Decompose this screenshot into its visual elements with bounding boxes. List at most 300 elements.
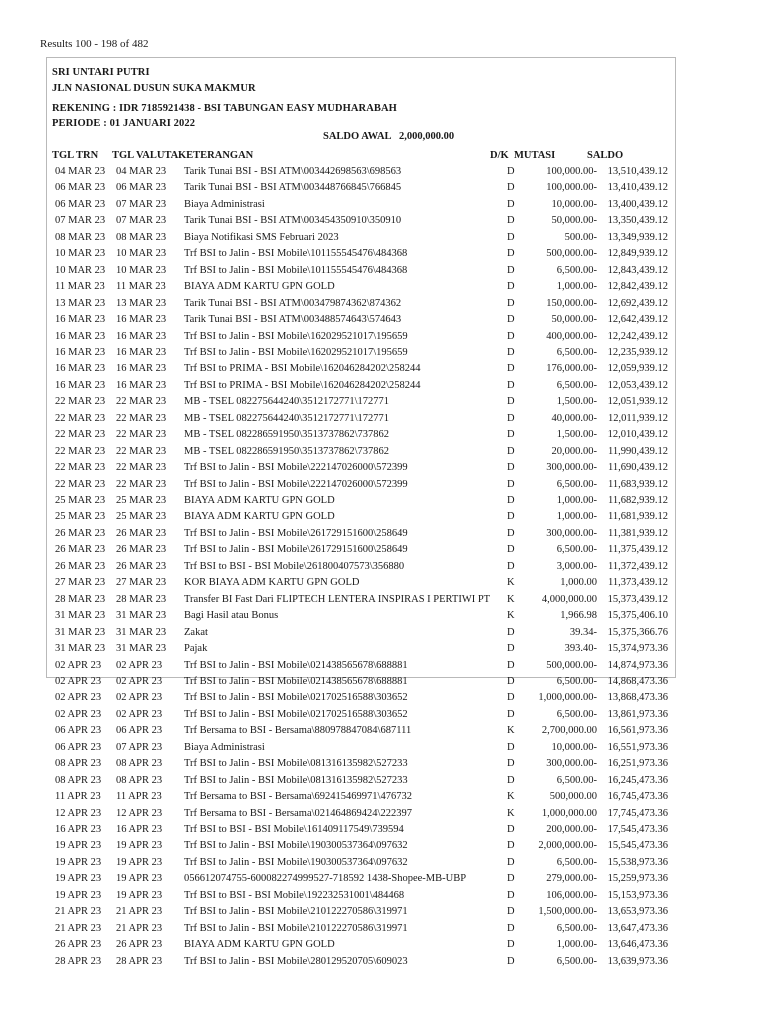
dk-cell: K (507, 577, 515, 589)
account-number: REKENING : IDR 7185921438 - BSI TABUNGAN EASY MUDHARABAH (52, 103, 397, 114)
keterangan-cell: Pajak (184, 643, 208, 655)
tgl-trn-cell: 08 APR 23 (55, 758, 102, 770)
mutasi-cell: 20,000.00- (551, 445, 597, 457)
dk-cell: D (507, 741, 515, 753)
tgl-trn-cell: 31 MAR 23 (55, 610, 106, 622)
table-row (0, 347, 768, 364)
tgl-valuta-cell: 16 MAR 23 (116, 330, 167, 342)
tgl-valuta-cell: 27 MAR 23 (116, 577, 167, 589)
tgl-trn-cell: 06 MAR 23 (55, 198, 106, 210)
table-row (0, 692, 768, 709)
tgl-valuta-cell: 19 APR 23 (116, 889, 163, 901)
mutasi-cell: 6,500.00- (556, 922, 597, 934)
results-count: Results 100 - 198 of 482 (40, 38, 149, 50)
mutasi-cell: 1,500.00- (556, 396, 597, 408)
dk-cell: D (507, 906, 515, 918)
saldo-cell: 12,051,939.12 (607, 396, 668, 408)
tgl-trn-cell: 19 APR 23 (55, 840, 102, 852)
tgl-trn-cell: 19 APR 23 (55, 873, 102, 885)
saldo-cell: 11,372,439.12 (608, 560, 668, 572)
tgl-trn-cell: 22 MAR 23 (55, 478, 106, 490)
tgl-valuta-cell: 08 APR 23 (116, 774, 163, 786)
tgl-trn-cell: 16 APR 23 (55, 824, 102, 835)
table-row (0, 660, 768, 677)
dk-cell: D (507, 495, 515, 506)
tgl-trn-cell: 26 MAR 23 (55, 544, 106, 556)
dk-cell: D (507, 889, 515, 901)
dk-cell: D (507, 824, 515, 835)
table-row (0, 265, 768, 282)
tgl-valuta-cell: 08 APR 23 (116, 758, 163, 770)
table-row (0, 528, 768, 545)
tgl-trn-cell: 26 MAR 23 (55, 527, 106, 539)
dk-cell: D (507, 379, 515, 391)
saldo-cell: 12,010,439.12 (607, 429, 668, 441)
dk-cell: D (507, 330, 515, 342)
dk-cell: D (507, 198, 515, 210)
dk-cell: D (507, 511, 515, 523)
mutasi-cell: 2,000,000.00- (538, 840, 597, 852)
mutasi-cell: 3,000.00- (556, 560, 597, 572)
keterangan-cell: Tarik Tunai BSI - BSI ATM\003442698563\698563 (184, 166, 402, 177)
mutasi-cell: 1,000,000.00 (541, 807, 597, 819)
mutasi-cell: 300,000.00- (546, 758, 597, 770)
dk-cell: D (507, 314, 515, 326)
saldo-cell: 11,682,939.12 (608, 495, 668, 506)
keterangan-cell: Trf BSI to Jalin - BSI Mobile\021438565678\688881 (184, 675, 408, 687)
saldo-cell: 11,990,439.12 (608, 445, 668, 457)
keterangan-cell: Trf BSI to PRIMA - BSI Mobile\162046284202\258244 (184, 363, 421, 375)
tgl-valuta-cell: 31 MAR 23 (116, 626, 167, 638)
tgl-valuta-cell: 02 APR 23 (116, 692, 163, 704)
keterangan-cell: Trf Bersama to BSI - Bersama\021464869424\222397 (184, 807, 412, 819)
mutasi-cell: 6,500.00- (556, 675, 597, 687)
keterangan-cell: Trf BSI to Jalin - BSI Mobile\081316135982\527233 (184, 758, 408, 770)
keterangan-cell: Trf BSI to Jalin - BSI Mobile\162029521017\195659 (184, 346, 408, 358)
saldo-cell: 13,868,473.36 (607, 692, 668, 704)
table-row (0, 182, 768, 199)
mutasi-cell: 6,500.00- (556, 856, 597, 868)
keterangan-cell: Trf BSI to Jalin - BSI Mobile\190300537364\097632 (184, 840, 408, 852)
col-saldo: SALDO (587, 150, 624, 161)
table-row (0, 495, 768, 512)
dk-cell: D (507, 708, 515, 720)
mutasi-cell: 1,000.00- (556, 511, 597, 523)
keterangan-cell: BIAYA ADM KARTU GPN GOLD (184, 281, 335, 293)
keterangan-cell: MB - TSEL 082286591950\3513737862\737862 (184, 445, 390, 457)
dk-cell: D (507, 544, 515, 556)
tgl-valuta-cell: 19 APR 23 (116, 873, 163, 885)
saldo-cell: 15,545,473.36 (607, 840, 668, 852)
mutasi-cell: 6,500.00- (556, 544, 597, 556)
tgl-valuta-cell: 22 MAR 23 (116, 412, 167, 424)
opening-balance-value: 2,000,000.00 (399, 131, 455, 142)
mutasi-cell: 1,000.00- (556, 495, 597, 506)
keterangan-cell: Biaya Administrasi (184, 741, 265, 753)
mutasi-cell: 200,000.00- (546, 824, 597, 835)
table-row (0, 956, 768, 973)
mutasi-cell: 500,000.00 (549, 791, 597, 803)
keterangan-cell: Trf Bersama to BSI - Bersama\692415469971\476732 (184, 791, 412, 803)
table-row (0, 577, 768, 594)
mutasi-cell: 39.34- (569, 626, 597, 638)
saldo-cell: 16,561,973.36 (607, 725, 668, 737)
tgl-trn-cell: 02 APR 23 (55, 675, 102, 687)
tgl-trn-cell: 28 APR 23 (55, 955, 102, 967)
tgl-trn-cell: 13 MAR 23 (55, 297, 106, 309)
table-row (0, 462, 768, 479)
table-row (0, 232, 768, 249)
table-row (0, 627, 768, 644)
table-row (0, 281, 768, 298)
table-row (0, 840, 768, 857)
table-row (0, 775, 768, 792)
tgl-valuta-cell: 28 APR 23 (116, 955, 163, 967)
opening-balance-label: SALDO AWAL (323, 131, 392, 142)
tgl-valuta-cell: 16 MAR 23 (116, 379, 167, 391)
tgl-trn-cell: 02 APR 23 (55, 708, 102, 720)
tgl-valuta-cell: 10 MAR 23 (116, 248, 167, 260)
mutasi-cell: 500.00- (564, 231, 597, 243)
saldo-cell: 11,681,939.12 (608, 511, 668, 523)
keterangan-cell: Trf BSI to Jalin - BSI Mobile\222147026000\572399 (184, 478, 408, 490)
tgl-trn-cell: 06 MAR 23 (55, 182, 106, 194)
saldo-cell: 16,251,973.36 (607, 758, 668, 770)
col-dk: D/K (490, 150, 509, 161)
saldo-cell: 15,375,406.10 (607, 610, 668, 622)
mutasi-cell: 10,000.00- (551, 198, 597, 210)
tgl-trn-cell: 22 MAR 23 (55, 445, 106, 457)
dk-cell: D (507, 560, 515, 572)
dk-cell: D (507, 527, 515, 539)
keterangan-cell: Trf BSI to Jalin - BSI Mobile\222147026000\572399 (184, 462, 408, 474)
table-row (0, 676, 768, 693)
keterangan-cell: Trf BSI to Jalin - BSI Mobile\021438565678\688881 (184, 659, 408, 671)
dk-cell: D (507, 462, 515, 474)
tgl-valuta-cell: 02 APR 23 (116, 659, 163, 671)
mutasi-cell: 100,000.00- (546, 166, 597, 177)
tgl-trn-cell: 27 MAR 23 (55, 577, 106, 589)
table-row (0, 824, 768, 841)
mutasi-cell: 6,500.00- (556, 346, 597, 358)
saldo-cell: 16,245,473.36 (607, 774, 668, 786)
table-row (0, 758, 768, 775)
tgl-trn-cell: 22 MAR 23 (55, 429, 106, 441)
tgl-trn-cell: 04 MAR 23 (55, 166, 106, 177)
tgl-valuta-cell: 07 APR 23 (116, 741, 163, 753)
tgl-trn-cell: 26 MAR 23 (55, 560, 106, 572)
saldo-cell: 12,011,939.12 (608, 412, 668, 424)
mutasi-cell: 106,000.00- (546, 889, 597, 901)
col-keterangan: KETERANGAN (178, 150, 254, 161)
tgl-trn-cell: 16 MAR 23 (55, 346, 106, 358)
tgl-trn-cell: 11 APR 23 (55, 791, 101, 803)
saldo-cell: 13,653,973.36 (607, 906, 668, 918)
tgl-trn-cell: 28 MAR 23 (55, 593, 106, 605)
mutasi-cell: 176,000.00- (546, 363, 597, 375)
saldo-cell: 12,842,439.12 (607, 281, 668, 293)
mutasi-cell: 4,000,000.00 (541, 593, 597, 605)
table-row (0, 594, 768, 611)
dk-cell: D (507, 396, 515, 408)
saldo-cell: 13,639,973.36 (607, 955, 668, 967)
mutasi-cell: 6,500.00- (556, 264, 597, 276)
tgl-valuta-cell: 04 MAR 23 (116, 166, 167, 177)
mutasi-cell: 1,000.00- (556, 281, 597, 293)
table-row (0, 298, 768, 315)
dk-cell: K (507, 610, 515, 622)
dk-cell: D (507, 692, 515, 704)
keterangan-cell: Trf BSI to Jalin - BSI Mobile\210122270586\319971 (184, 922, 408, 934)
table-row (0, 166, 768, 183)
table-row (0, 314, 768, 331)
mutasi-cell: 400,000.00- (546, 330, 597, 342)
tgl-valuta-cell: 16 MAR 23 (116, 363, 167, 375)
dk-cell: D (507, 231, 515, 243)
table-row (0, 808, 768, 825)
tgl-valuta-cell: 19 APR 23 (116, 840, 163, 852)
keterangan-cell: Tarik Tunai BSI - BSI ATM\003454350910\350910 (184, 215, 402, 227)
tgl-trn-cell: 06 APR 23 (55, 741, 102, 753)
table-row (0, 610, 768, 627)
saldo-cell: 17,745,473.36 (607, 807, 668, 819)
mutasi-cell: 1,966.98 (560, 610, 597, 622)
table-row (0, 890, 768, 907)
tgl-trn-cell: 31 MAR 23 (55, 626, 106, 638)
tgl-valuta-cell: 19 APR 23 (116, 856, 163, 868)
saldo-cell: 12,642,439.12 (607, 314, 668, 326)
table-row (0, 363, 768, 380)
saldo-cell: 16,551,973.36 (607, 741, 668, 753)
keterangan-cell: Trf Bersama to BSI - Bersama\880978847084\687111 (184, 725, 412, 737)
mutasi-cell: 279,000.00- (546, 873, 597, 885)
tgl-valuta-cell: 12 APR 23 (116, 807, 163, 819)
saldo-cell: 11,373,439.12 (608, 577, 668, 589)
account-holder-address: JLN NASIONAL DUSUN SUKA MAKMUR (52, 83, 256, 94)
mutasi-cell: 50,000.00- (551, 215, 597, 227)
saldo-cell: 12,059,939.12 (607, 363, 668, 375)
tgl-valuta-cell: 26 MAR 23 (116, 527, 167, 539)
saldo-cell: 12,242,439.12 (607, 330, 668, 342)
dk-cell: D (507, 955, 515, 967)
tgl-trn-cell: 02 APR 23 (55, 692, 102, 704)
dk-cell: K (507, 807, 515, 819)
saldo-cell: 15,374,973.36 (607, 643, 668, 655)
saldo-cell: 12,053,439.12 (607, 379, 668, 391)
dk-cell: D (507, 840, 515, 852)
tgl-valuta-cell: 22 MAR 23 (116, 429, 167, 441)
mutasi-cell: 500,000.00- (546, 659, 597, 671)
tgl-valuta-cell: 11 MAR 23 (116, 281, 166, 293)
keterangan-cell: BIAYA ADM KARTU GPN GOLD (184, 511, 335, 523)
tgl-valuta-cell: 22 MAR 23 (116, 396, 167, 408)
saldo-cell: 13,410,439.12 (607, 182, 668, 194)
keterangan-cell: BIAYA ADM KARTU GPN GOLD (184, 495, 335, 506)
keterangan-cell: Trf BSI to Jalin - BSI Mobile\081316135982\527233 (184, 774, 408, 786)
tgl-trn-cell: 16 MAR 23 (55, 363, 106, 375)
tgl-trn-cell: 25 MAR 23 (55, 495, 106, 506)
keterangan-cell: Tarik Tunai BSI - BSI ATM\003479874362\874362 (184, 297, 402, 309)
table-row (0, 413, 768, 430)
tgl-trn-cell: 19 APR 23 (55, 889, 102, 901)
table-row (0, 561, 768, 578)
mutasi-cell: 50,000.00- (551, 314, 597, 326)
keterangan-cell: Zakat (184, 626, 208, 638)
col-tgl-trn: TGL TRN (52, 150, 99, 161)
table-row (0, 199, 768, 216)
tgl-trn-cell: 10 MAR 23 (55, 264, 106, 276)
tgl-valuta-cell: 07 MAR 23 (116, 198, 167, 210)
keterangan-cell: Transfer BI Fast Dari FLIPTECH LENTERA INSPIRAS I PERTIWI PT (184, 593, 491, 605)
table-row (0, 380, 768, 397)
saldo-cell: 16,745,473.36 (607, 791, 668, 803)
table-row (0, 742, 768, 759)
dk-cell: D (507, 297, 515, 309)
keterangan-cell: Biaya Administrasi (184, 198, 265, 210)
keterangan-cell: Trf BSI to Jalin - BSI Mobile\210122270586\319971 (184, 906, 408, 918)
saldo-cell: 13,400,439.12 (607, 198, 668, 210)
table-row (0, 923, 768, 940)
keterangan-cell: Trf BSI to Jalin - BSI Mobile\101155545476\484368 (184, 264, 408, 276)
mutasi-cell: 6,500.00- (556, 955, 597, 967)
tgl-trn-cell: 16 MAR 23 (55, 314, 106, 326)
keterangan-cell: Trf BSI to PRIMA - BSI Mobile\162046284202\258244 (184, 379, 421, 391)
tgl-valuta-cell: 25 MAR 23 (116, 495, 167, 506)
saldo-cell: 15,375,366.76 (607, 626, 668, 638)
keterangan-cell: Trf BSI to BSI - BSI Mobile\261800407573\356880 (184, 560, 405, 572)
tgl-trn-cell: 12 APR 23 (55, 807, 102, 819)
keterangan-cell: 056612074755-600082274999527-718592 1438-Shopee-MB-UBP (184, 873, 467, 885)
tgl-trn-cell: 02 APR 23 (55, 659, 102, 671)
keterangan-cell: Trf BSI to Jalin - BSI Mobile\021702516588\303652 (184, 708, 408, 720)
tgl-trn-cell: 22 MAR 23 (55, 462, 106, 474)
tgl-valuta-cell: 08 MAR 23 (116, 231, 167, 243)
tgl-valuta-cell: 26 MAR 23 (116, 560, 167, 572)
mutasi-cell: 6,500.00- (556, 708, 597, 720)
dk-cell: D (507, 166, 515, 177)
dk-cell: D (507, 429, 515, 441)
tgl-valuta-cell: 22 MAR 23 (116, 462, 167, 474)
dk-cell: D (507, 774, 515, 786)
saldo-cell: 11,381,939.12 (608, 527, 668, 539)
saldo-cell: 14,868,473.36 (607, 675, 668, 687)
col-tgl-valuta: TGL VALUTA (112, 150, 179, 161)
saldo-cell: 13,646,473.36 (607, 939, 668, 951)
dk-cell: K (507, 725, 515, 737)
tgl-valuta-cell: 16 MAR 23 (116, 314, 167, 326)
dk-cell: D (507, 281, 515, 293)
tgl-valuta-cell: 26 MAR 23 (116, 544, 167, 556)
keterangan-cell: Trf BSI to Jalin - BSI Mobile\190300537364\097632 (184, 856, 408, 868)
keterangan-cell: Trf BSI to Jalin - BSI Mobile\261729151600\258649 (184, 544, 408, 556)
tgl-trn-cell: 31 MAR 23 (55, 643, 106, 655)
keterangan-cell: Trf BSI to Jalin - BSI Mobile\280129520705\609023 (184, 955, 408, 967)
tgl-trn-cell: 19 APR 23 (55, 856, 102, 868)
table-row (0, 857, 768, 874)
keterangan-cell: MB - TSEL 082275644240\3512172771\172771 (184, 396, 390, 408)
dk-cell: D (507, 215, 515, 227)
dk-cell: D (507, 248, 515, 260)
keterangan-cell: Biaya Notifikasi SMS Februari 2023 (184, 231, 339, 243)
dk-cell: D (507, 758, 515, 770)
tgl-trn-cell: 07 MAR 23 (55, 215, 106, 227)
tgl-valuta-cell: 07 MAR 23 (116, 215, 167, 227)
saldo-cell: 11,690,439.12 (608, 462, 668, 474)
table-row (0, 215, 768, 232)
mutasi-cell: 1,500,000.00- (538, 906, 597, 918)
dk-cell: D (507, 675, 515, 687)
mutasi-cell: 6,500.00- (556, 478, 597, 490)
tgl-trn-cell: 06 APR 23 (55, 725, 102, 737)
tgl-trn-cell: 26 APR 23 (55, 939, 102, 951)
table-row (0, 709, 768, 726)
statement-period: PERIODE : 01 JANUARI 2022 (52, 118, 196, 129)
table-row (0, 396, 768, 413)
keterangan-cell: Trf BSI to Jalin - BSI Mobile\021702516588\303652 (184, 692, 408, 704)
mutasi-cell: 300,000.00- (546, 462, 597, 474)
table-row (0, 643, 768, 660)
keterangan-cell: Trf BSI to Jalin - BSI Mobile\261729151600\258649 (184, 527, 408, 539)
mutasi-cell: 6,500.00- (556, 774, 597, 786)
tgl-valuta-cell: 11 APR 23 (116, 791, 162, 803)
saldo-cell: 15,259,973.36 (607, 873, 668, 885)
table-row (0, 446, 768, 463)
dk-cell: D (507, 626, 515, 638)
tgl-valuta-cell: 25 MAR 23 (116, 511, 167, 523)
mutasi-cell: 1,000,000.00- (538, 692, 597, 704)
tgl-valuta-cell: 10 MAR 23 (116, 264, 167, 276)
saldo-cell: 13,510,439.12 (607, 166, 668, 177)
table-row (0, 511, 768, 528)
table-row (0, 725, 768, 742)
tgl-valuta-cell: 02 APR 23 (116, 708, 163, 720)
mutasi-cell: 500,000.00- (546, 248, 597, 260)
table-row (0, 873, 768, 890)
mutasi-cell: 300,000.00- (546, 527, 597, 539)
tgl-trn-cell: 16 MAR 23 (55, 379, 106, 391)
keterangan-cell: Trf BSI to Jalin - BSI Mobile\101155545476\484368 (184, 248, 408, 260)
mutasi-cell: 6,500.00- (556, 379, 597, 391)
tgl-trn-cell: 10 MAR 23 (55, 248, 106, 260)
table-row (0, 429, 768, 446)
saldo-cell: 15,153,973.36 (607, 889, 668, 901)
tgl-trn-cell: 11 MAR 23 (55, 281, 105, 293)
mutasi-cell: 150,000.00- (546, 297, 597, 309)
tgl-valuta-cell: 06 MAR 23 (116, 182, 167, 194)
table-row (0, 544, 768, 561)
dk-cell: K (507, 593, 515, 605)
saldo-cell: 15,373,439.12 (607, 593, 668, 605)
tgl-valuta-cell: 22 MAR 23 (116, 445, 167, 457)
col-mutasi: MUTASI (514, 150, 556, 161)
mutasi-cell: 10,000.00- (551, 741, 597, 753)
dk-cell: D (507, 182, 515, 194)
keterangan-cell: Bagi Hasil atau Bonus (184, 610, 279, 622)
tgl-valuta-cell: 28 MAR 23 (116, 593, 167, 605)
dk-cell: D (507, 412, 515, 424)
dk-cell: D (507, 856, 515, 868)
saldo-cell: 12,235,939.12 (607, 346, 668, 358)
keterangan-cell: Trf BSI to BSI - BSI Mobile\192232531001\484468 (184, 889, 405, 901)
dk-cell: D (507, 643, 515, 655)
tgl-valuta-cell: 26 APR 23 (116, 939, 163, 951)
saldo-cell: 12,843,439.12 (607, 264, 668, 276)
table-row (0, 906, 768, 923)
dk-cell: D (507, 363, 515, 375)
keterangan-cell: MB - TSEL 082286591950\3513737862\737862 (184, 429, 390, 441)
tgl-trn-cell: 08 MAR 23 (55, 231, 106, 243)
account-holder-name: SRI UNTARI PUTRI (52, 67, 150, 78)
